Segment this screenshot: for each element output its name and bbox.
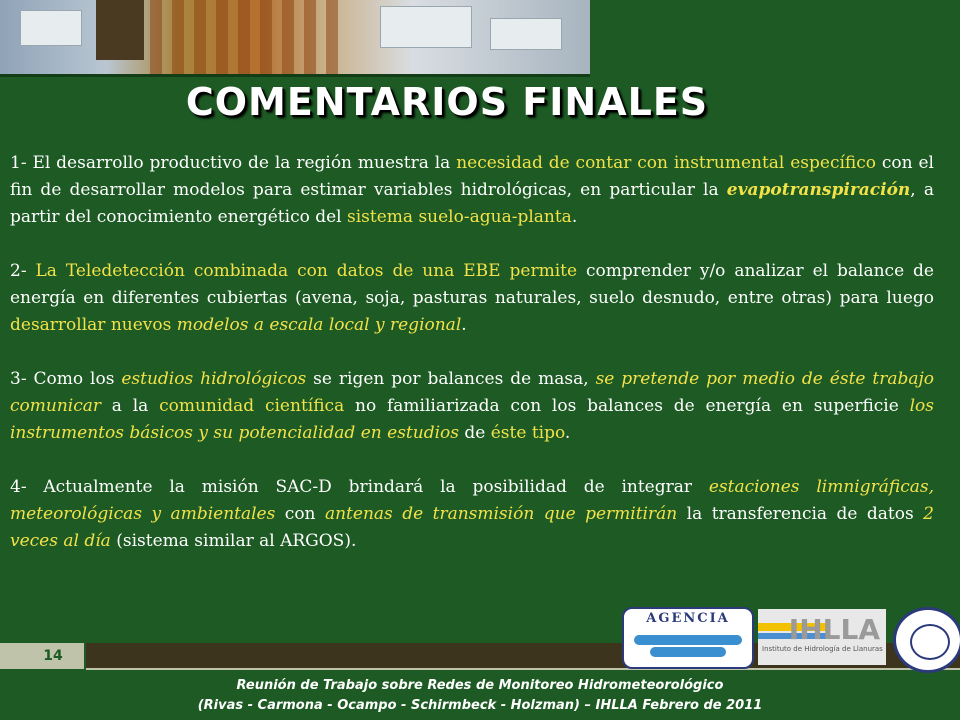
- page-number: 14: [22, 643, 84, 669]
- text-run: , a partir del conocimiento energético del: [10, 180, 934, 227]
- text-run: éste tipo: [490, 423, 565, 443]
- text-run: .: [564, 423, 571, 443]
- ihlla-logo-text: IHLLA: [788, 613, 880, 646]
- text-run: la transferencia de datos: [677, 504, 924, 524]
- text-run: se rigen por balances de masa,: [306, 369, 596, 389]
- text-run: 3- Como los: [10, 369, 122, 389]
- text-run: se pretende por medio de éste trabajo comunicar: [10, 369, 935, 416]
- agencia-wave-icon-2: [650, 647, 726, 657]
- agencia-logo-text: AGENCIA: [646, 611, 730, 626]
- text-run: (sistema similar al ARGOS).: [110, 531, 357, 551]
- text-run: La Teledetección combinada con datos de una EBE permite: [35, 261, 578, 281]
- text-run: comunidad científica: [159, 396, 345, 416]
- footer-line-2: (Rivas - Carmona - Ocampo - Schirmbeck - Holzman) – IHLLA Febrero de 2011: [197, 698, 763, 713]
- text-run: a la: [101, 396, 160, 416]
- text-run: antenas de transmisión que permitirán: [324, 504, 678, 524]
- agencia-wave-icon: [634, 635, 742, 645]
- paragraph-2: [10, 258, 934, 339]
- text-run: comprender y/o analizar el balance de energía en diferentes cubiertas (avena, soja, pasturas naturales, suelo desnudo, entre otras) para luego: [10, 261, 934, 308]
- university-seal-icon: [893, 607, 960, 673]
- text-run: modelos a escala local y regional: [176, 315, 462, 335]
- text-run: con el fin de desarrollar modelos para estimar variables hidrológicas, en particular la: [10, 153, 934, 200]
- text-run: .: [571, 207, 578, 227]
- text-run: estudios hidrológicos: [121, 369, 307, 389]
- text-run: desarrollar nuevos: [10, 315, 177, 335]
- text-run: necesidad de contar con instrumental específico: [456, 153, 877, 173]
- text-run: .: [461, 315, 467, 335]
- text-run: evapotranspiración: [726, 180, 911, 200]
- paragraph-1: [10, 150, 934, 231]
- text-run: sistema suelo-agua-planta: [347, 207, 572, 227]
- logos-group: [598, 604, 960, 670]
- text-run: con: [275, 504, 325, 524]
- ihlla-logo-subtitle: Instituto de Hidrología de Llanuras: [762, 645, 883, 653]
- text-run: 2 veces al día: [10, 504, 934, 551]
- text-run: los instrumentos básicos y su potencialidad en estudios: [10, 396, 934, 443]
- banner-edge: [0, 74, 590, 77]
- text-run: 4- Actualmente la misión SAC-D brindará la posibilidad de integrar: [10, 477, 709, 497]
- text-run: estaciones limnigráficas, meteorológicas y ambientales: [10, 477, 934, 524]
- text-run: no familiarizada con los balances de energía en superficie: [344, 396, 910, 416]
- header-photo-banner: [0, 0, 590, 74]
- slide-footer: [0, 676, 960, 716]
- text-run: 2-: [10, 261, 36, 281]
- agencia-logo: [622, 607, 754, 669]
- slide-body: [10, 150, 934, 582]
- footer-line-1: Reunión de Trabajo sobre Redes de Monitoreo Hidrometeorológico: [236, 678, 724, 693]
- paragraph-4: [10, 474, 934, 555]
- paragraph-3: [10, 366, 934, 447]
- text-run: 1- El desarrollo productivo de la región muestra la: [10, 153, 457, 173]
- ihlla-logo: [758, 609, 886, 665]
- slide-title: COMENTARIOS FINALES: [185, 80, 709, 124]
- footer-bar-left: [0, 643, 22, 669]
- text-run: de: [458, 423, 491, 443]
